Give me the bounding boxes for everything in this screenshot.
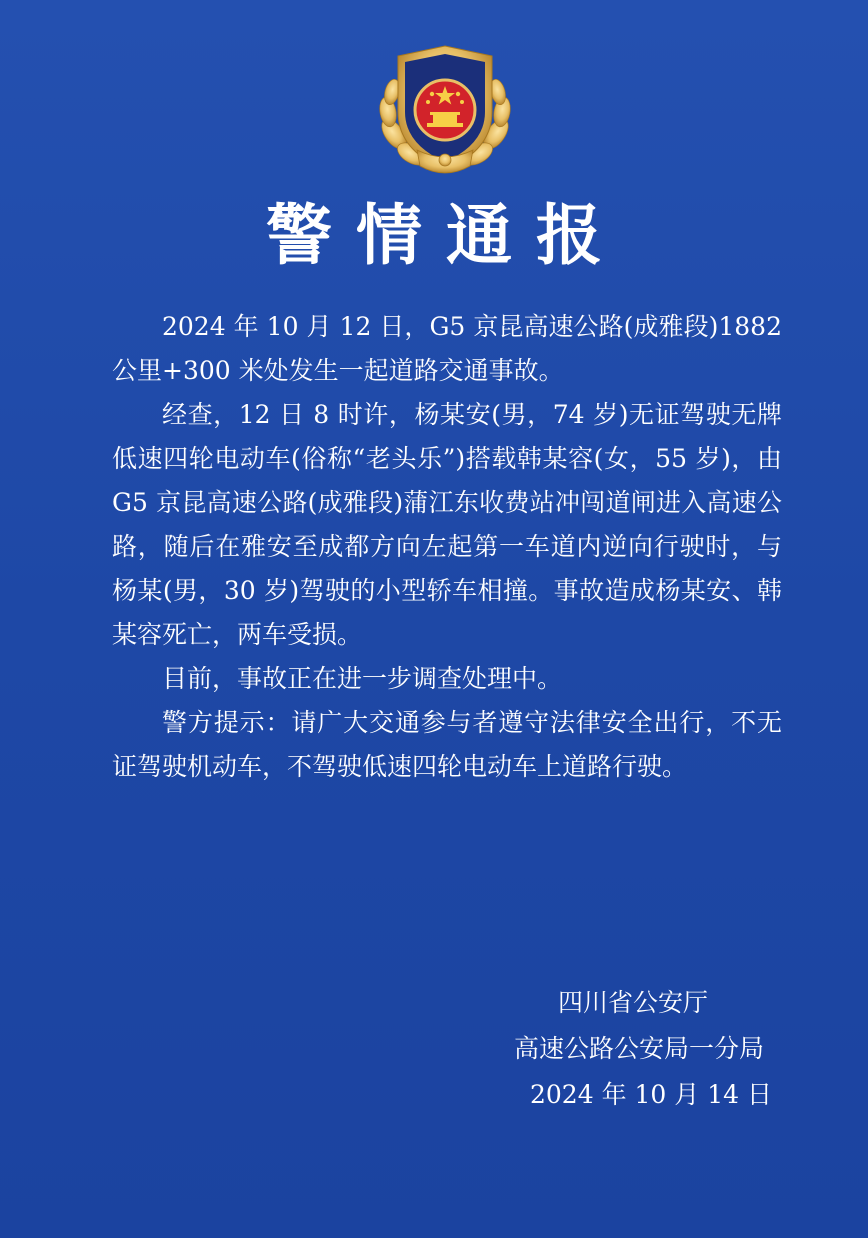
paragraph-incident: 2024 年 10 月 12 日，G5 京昆高速公路(成雅段)1882 公里+300 米处发生一起道路交通事故。 [112, 312, 782, 385]
page-title: 警情通报 [266, 197, 626, 274]
signature-org-2: 高速公路公安局一分局 [514, 1034, 765, 1063]
signature-block [470, 980, 830, 1118]
signature-org-1: 四川省公安厅 [558, 988, 709, 1017]
paragraph-status: 目前，事故正在进一步调查处理中。 [162, 664, 563, 693]
police-emblem-icon [372, 42, 518, 182]
paragraph-investigation: 经查，12 日 8 时许，杨某安(男，74 岁)无证驾驶无牌低速四轮电动车(俗称“老头乐”)搭载韩某容(女，55 岁)，由 G5 京昆高速公路(成雅段)蒲江东收费站冲闯道闸进入高速公路，随后在雅安至成都方向左起第一车道内逆向行驶时，与杨某(男，30 岁)驾驶的小型轿车相撞。事故造成杨某安、韩某容死亡，两车受损。 [112, 400, 782, 649]
signature-date: 2024 年 10 月 14 日 [530, 1080, 772, 1109]
paragraph-police-advice: 警方提示：请广大交通参与者遵守法律安全出行，不无证驾驶机动车，不驾驶低速四轮电动车上道路行驶。 [112, 708, 782, 781]
notice-body [112, 305, 782, 789]
